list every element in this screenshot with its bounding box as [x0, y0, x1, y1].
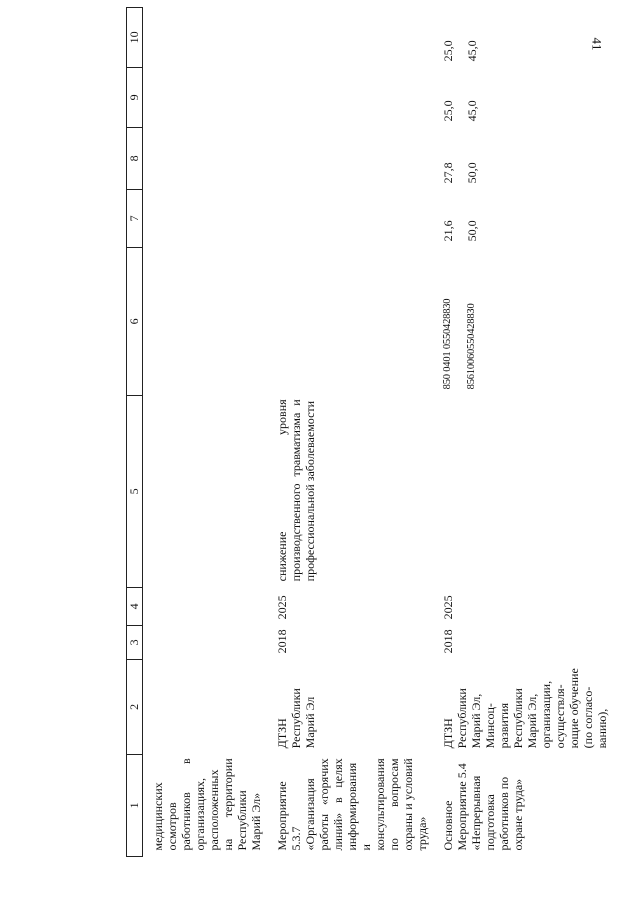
executor — [143, 659, 268, 754]
col-header-6: 6 — [127, 247, 143, 395]
col-header-1: 1 — [127, 754, 143, 856]
value-col-7-cell — [433, 189, 613, 247]
value-col-9 — [143, 67, 268, 127]
expected-result — [433, 395, 613, 587]
header-row — [127, 7, 143, 856]
col-header-9: 9 — [127, 67, 143, 127]
value-col-9 — [267, 67, 433, 127]
executor: ДТЗН Республики Марий Эл, Минсоц-развития Республики Марий Эл, организации, осуществля-ющие обучение (по согласо-ванию), — [441, 668, 609, 749]
value-col-10 — [267, 7, 433, 67]
budget-code: 856100605504288З0 — [466, 303, 477, 390]
end-year: 2025 — [275, 595, 289, 620]
end-year — [143, 587, 268, 625]
value-col-8-cell — [433, 127, 613, 189]
value-col-8: 50,0 — [465, 162, 479, 184]
col-header-5: 5 — [127, 395, 143, 587]
expected-result — [143, 395, 268, 587]
expected-result: снижение уровня производственного травматизма и профессиональной заболеваемости — [275, 399, 317, 582]
value-col-7: 21,6 — [441, 220, 455, 242]
budget-code-cell — [433, 247, 613, 395]
value-col-9: 25,0 — [441, 100, 455, 122]
value-col-10-cell — [433, 7, 613, 67]
budget-code — [267, 247, 433, 395]
col-header-7: 7 — [127, 189, 143, 247]
measure-name: Основное Мероприятие 5.4 «Непрерывная подготовка работников по охране труда» — [441, 763, 525, 851]
value-col-10 — [143, 7, 268, 67]
value-col-10: 25,0 — [441, 40, 455, 62]
budget-code: 850 0401 0550428830 — [442, 298, 453, 390]
value-col-9: 45,0 — [465, 100, 479, 122]
start-year — [143, 625, 268, 659]
value-col-7: 50,0 — [465, 220, 479, 242]
value-col-7 — [143, 189, 268, 247]
budget-code — [143, 247, 268, 395]
table-row — [433, 7, 613, 856]
value-col-7 — [267, 189, 433, 247]
table-row — [143, 7, 268, 856]
start-year: 2018 — [441, 629, 455, 654]
value-col-8 — [143, 127, 268, 189]
col-header-3: 3 — [127, 625, 143, 659]
col-header-8: 8 — [127, 127, 143, 189]
end-year: 2025 — [441, 595, 455, 620]
page-number: 41 — [589, 37, 605, 51]
executor: ДТЗН Республики Марий Эл — [275, 688, 317, 749]
measure-name: Мероприятие 5.3.7 «Организация работы «горячих линий» в целях информирования и консультирования по вопросам охраны и условий труда» — [275, 758, 429, 851]
budget-table — [126, 7, 613, 857]
col-header-4: 4 — [127, 587, 143, 625]
value-col-8 — [267, 127, 433, 189]
value-col-8: 27,8 — [441, 162, 455, 184]
col-header-10: 10 — [127, 7, 143, 67]
table-row — [267, 7, 433, 856]
value-col-10: 45,0 — [465, 40, 479, 62]
start-year: 2018 — [275, 629, 289, 654]
col-header-2: 2 — [127, 659, 143, 754]
measure-name: медицинских осмотров работников в организациях, расположенных на территории Республики Марий Эл» — [151, 758, 263, 851]
value-col-9-cell — [433, 67, 613, 127]
